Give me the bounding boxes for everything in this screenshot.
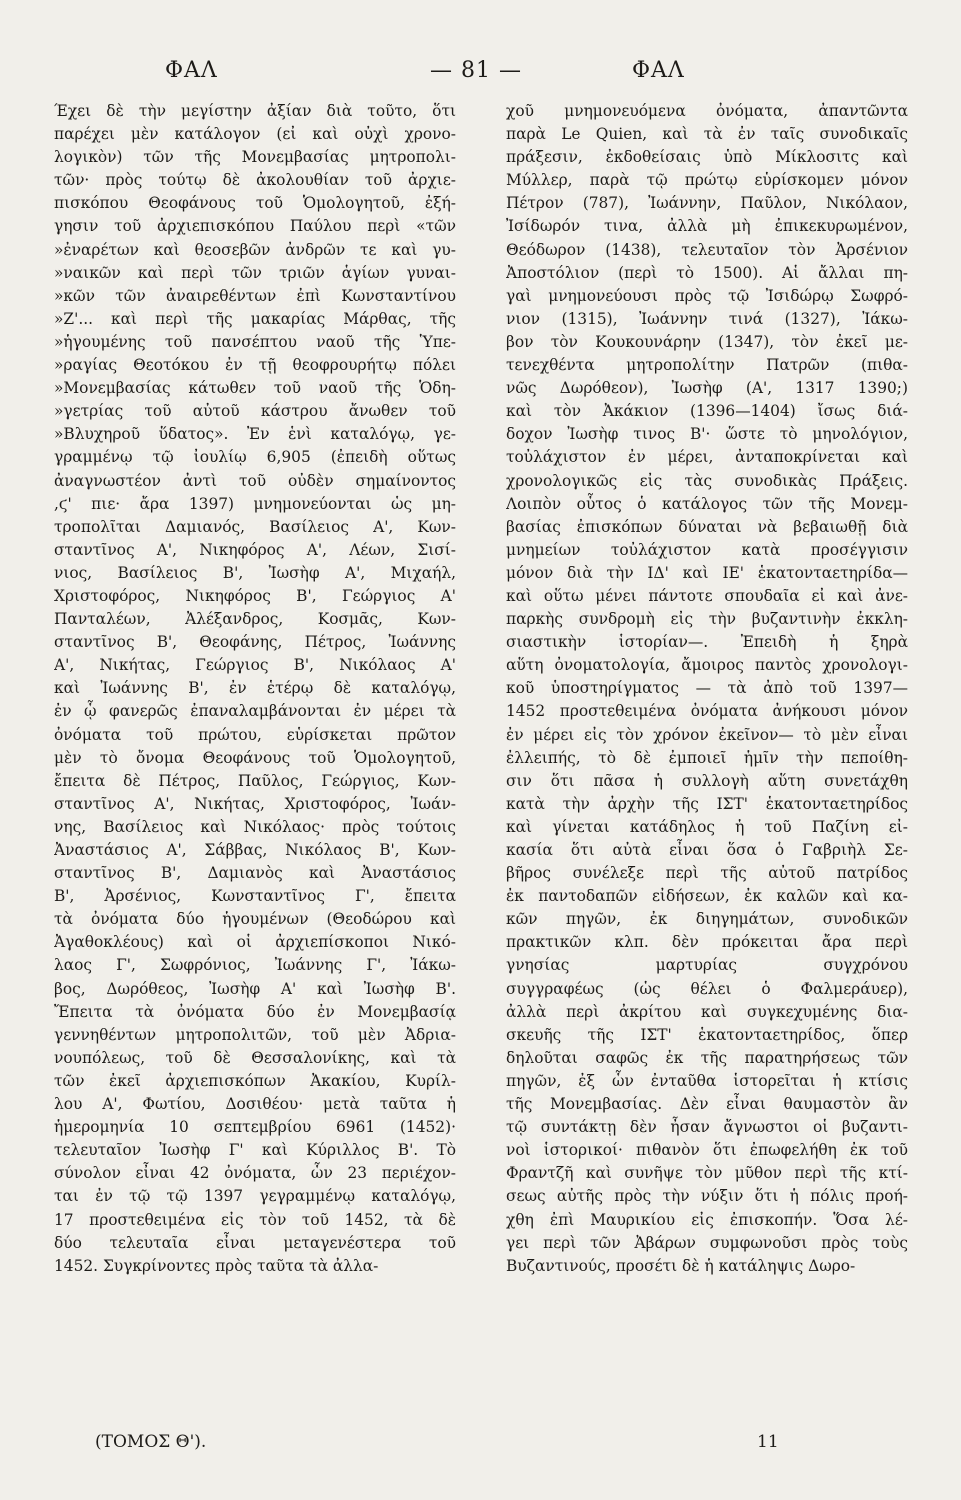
text-line: Έχει δὲ τὴν μεγίστην ἀξίαν διὰ τοῦτο, ὅτι <box>54 102 456 120</box>
text-line: σύνολον εἶναι 42 ὀνόματα, ὧν 23 περιέχον- <box>54 1164 456 1183</box>
text-line: σταντῖνος Β', Θεοφάνης, Πέτρος, Ἰωάννης <box>54 633 456 652</box>
text-line: τῆς Μονεμβασίας. Δὲν εἶναι θαυμαστὸν ἂν <box>506 1095 908 1114</box>
text-line: βασίας ἐπισκόπων δύναται νὰ βεβαιωθῇ διὰ <box>506 517 908 536</box>
text-line: τελευταῖον Ἰωσὴφ Γ' καὶ Κύριλλος Β'. Τὸ <box>54 1141 456 1160</box>
text-line: παρκὴς συνδρομὴ εἰς τὴν βυζαντινὴν ἐκκλη- <box>506 610 908 629</box>
text-line: γεννηθέντων μητροπολιτῶν, τοῦ μὲν Ἀδρια- <box>54 1025 456 1044</box>
text-line: 17 προστεθειμένα εἰς τὸν τοῦ 1452, τὰ δὲ <box>54 1210 456 1229</box>
text-line: βον τὸν Κουκουνάρην (1347), τὸν ἐκεῖ με- <box>506 332 908 351</box>
text-line: χρονολογικῶς εἰς τὰς συνοδικὰς Πράξεις. <box>506 471 908 490</box>
text-line: κασία ὅτι αὐτὰ εἶναι ὅσα ὁ Γαβριὴλ Σε- <box>506 841 908 859</box>
text-line: τοὐλάχιστον ἐν μέρει, ἀνταποκρίνεται καὶ <box>506 448 908 467</box>
text-line: »Μονεμβασίας κάτωθεν τοῦ ναοῦ τῆς Ὁδη- <box>54 379 456 398</box>
text-line: Ἔπειτα τὰ ὀνόματα δύο ἐν Μονεμβασίᾳ <box>54 1002 456 1021</box>
text-line: Φραντζῆ καὶ συνῆψε τὸν μῦθον περὶ τῆς κτί- <box>506 1164 908 1183</box>
text-line: καὶ Ἰωάννης Β', ἐν ἑτέρῳ δὲ καταλόγῳ, <box>54 679 456 698</box>
text-line: μόνον διὰ τὴν ΙΔ' καὶ ΙΕ' ἑκατονταετηρίδα— <box>506 563 908 582</box>
text-line: »Ζ'... καὶ περὶ τῆς μακαρίας Μάρθας, τῆς <box>54 309 456 328</box>
text-line: καὶ οὕτω μένει πάντοτε σπουδαῖα εἰ καὶ ἀνε- <box>506 586 908 605</box>
page-footer <box>0 1432 961 1462</box>
text-line: συγγραφέως (ὡς θέλει ὁ Φαλμεράυερ), <box>506 979 908 998</box>
text-line: »Βλυχηροῦ ὕδατος». Ἐν ἑνὶ καταλόγῳ, γε- <box>54 425 456 444</box>
text-line: »ἐναρέτων καὶ θεοσεβῶν ἀνδρῶν τε καὶ γυ- <box>54 240 456 259</box>
text-line: πρακτικῶν κλπ. δὲν πρόκειται ἄρα περὶ <box>506 933 908 952</box>
text-line: σταντῖνος Α', Νικηφόρος Α', Λέων, Σισί- <box>54 540 456 559</box>
text-line: δύο τελευταῖα εἶναι μεταγενέστερα τοῦ <box>54 1233 456 1252</box>
text-line: ἔπειτα δὲ Πέτρος, Παῦλος, Γεώργιος, Κων- <box>54 771 456 790</box>
text-line: »ἡγουμένης τοῦ πανσέπτου ναοῦ τῆς Ὑπε- <box>54 332 456 351</box>
text-line: σταντῖνος Β', Δαμιανὸς καὶ Ἀναστάσιος <box>54 864 456 883</box>
text-line: Ἀναστάσιος Α', Σάββας, Νικόλαος Β', Κων- <box>54 841 456 859</box>
text-line: πηγῶν, ἐξ ὧν ἐνταῦθα ἱστορεῖται ἡ κτίσις <box>506 1071 908 1090</box>
text-line: σιαστικὴν ἱστορίαν—. Ἐπειδὴ ἡ ξηρὰ <box>506 633 908 652</box>
text-line: »ναικῶν καὶ περὶ τῶν τριῶν ἁγίων γυναι- <box>54 263 456 282</box>
text-line: ὀνόματα τοῦ πρώτου, εὑρίσκεται πρῶτον <box>54 725 456 744</box>
text-line: »κῶν τῶν ἀναιρεθέντων ἐπὶ Κωνσταντίνου <box>54 286 456 305</box>
text-line: παρέχει μὲν κατάλογον (εἰ καὶ οὐχὶ χρονο- <box>54 125 456 144</box>
text-line: γαὶ μνημονεύουσι πρὸς τῷ Ἰσιδώρῳ Σωφρό- <box>506 286 908 305</box>
text-line: λογικὸν) τῶν τῆς Μονεμβασίας μητροπολι- <box>54 148 456 167</box>
text-line: τῶν· πρὸς τούτῳ δὲ ἀκολουθίαν τοῦ ἀρχιε- <box>54 171 456 190</box>
text-line: Ἀποστόλιον (περὶ τὸ 1500). Αἱ ἄλλαι πη- <box>506 263 908 282</box>
text-line: νιον (1315), Ἰωάννην τινά (1327), Ἰάκω- <box>506 309 908 328</box>
signature-mark: 11 <box>757 1432 779 1452</box>
text-line: νουπόλεως, τοῦ δὲ Θεσσαλονίκης, καὶ τὰ <box>54 1048 456 1067</box>
text-line: αὕτη ὀνοματολογία, ἄμοιρος παντὸς χρονολογι- <box>506 656 908 675</box>
text-line: λου Α', Φωτίου, Δοσιθέου· μετὰ ταῦτα ἡ <box>54 1095 456 1114</box>
text-line: ἡμερομηνία 10 σεπτεμβρίου 6961 (1452)· <box>54 1118 456 1137</box>
text-line: μνημείων τοὐλάχιστον κατὰ προσέγγισιν <box>506 540 908 559</box>
text-line: Β', Ἀρσένιος, Κωνσταντῖνος Γ', ἔπειτα <box>54 887 456 906</box>
right-column <box>506 100 908 1278</box>
text-line: βος, Δωρόθεος, Ἰωσὴφ Α' καὶ Ἰωσὴφ Β'. <box>54 979 456 998</box>
text-line: πισκόπου Θεοφάνους τοῦ Ὁμολογητοῦ, ἐξή- <box>54 194 456 213</box>
text-line: Θεόδωρον (1438), τελευταῖον τὸν Ἀρσένιον <box>506 240 908 259</box>
running-head <box>0 58 961 98</box>
text-line: τενεχθέντα μητροπολίτην Πατρῶν (πιθα- <box>506 356 908 375</box>
text-line: κοῦ ὑποστηρίγματος — τὰ ἀπὸ τοῦ 1397— <box>506 679 908 698</box>
text-line: παρὰ Le Quien, καὶ τὰ ἐν ταῖς συνοδικαῖς <box>506 125 908 144</box>
text-line: σεως αὐτῆς πρὸς τὴν νύξιν ὅτι ἡ πόλις προή- <box>506 1187 908 1206</box>
text-line: γραμμένῳ τῷ ἰουλίῳ 6,905 (ἐπειδὴ οὕτως <box>54 448 456 467</box>
text-line: τῷ συντάκτῃ δὲν ἦσαν ἄγνωστοι οἱ βυζαντι- <box>506 1118 908 1137</box>
text-line: γνησίας μαρτυρίας συγχρόνου <box>506 956 908 975</box>
text-line: Πέτρον (787), Ἰωάννην, Παῦλον, Νικόλαον, <box>506 194 908 213</box>
text-line: Μύλλερ, παρὰ τῷ πρώτῳ εὑρίσκομεν μόνον <box>506 171 908 190</box>
text-line: 1452 προστεθειμένα ὀνόματα ἀνήκουσι μόνον <box>506 702 908 721</box>
text-line: ἐκ παντοδαπῶν εἰδήσεων, ἐκ καλῶν καὶ κα- <box>506 887 908 906</box>
text-line: καὶ γίνεται κατάδηλος ἡ τοῦ Παζίνη εἰ- <box>506 817 908 836</box>
text-line: σιν ὅτι πᾶσα ἡ συλλογὴ αὕτη συνετάχθη <box>506 771 908 790</box>
text-line: »ραγίας Θεοτόκου ἐν τῇ θεοφρουρήτῳ πόλει <box>54 356 456 375</box>
text-line: Λοιπὸν οὗτος ὁ κατάλογος τῶν τῆς Μονεμ- <box>506 494 908 513</box>
running-head-right: ΦΑΛ <box>632 58 685 83</box>
text-line: χθη ἐπὶ Μαυρικίου εἰς ἐπισκοπήν. Ὅσα λέ- <box>506 1210 908 1229</box>
text-line: Πανταλέων, Ἀλέξανδρος, Κοσμᾶς, Κων- <box>54 610 456 629</box>
running-head-left: ΦΑΛ <box>165 58 218 83</box>
text-line: ἐν μέρει εἰς τὸν χρόνον ἐκεῖνον— τὸ μὲν εἶναι <box>506 725 908 744</box>
text-line: χοῦ μνημονευόμενα ὀνόματα, ἀπαντῶντα <box>506 102 908 120</box>
text-line: μὲν τὸ ὄνομα Θεοφάνους τοῦ Ὁμολογητοῦ, <box>54 748 456 767</box>
text-line: κατὰ τὴν ἀρχὴν τῆς ΙΣΤ' ἑκατονταετηρίδος <box>506 794 908 813</box>
text-line: νοὶ ἱστορικοί· πιθανὸν ὅτι ἐπωφελήθη ἐκ τοῦ <box>506 1141 908 1160</box>
text-line: ἐλλειπής, τὸ δὲ ἐμποιεῖ ἡμῖν τὴν πεποίθη- <box>506 748 908 767</box>
text-line: σταντῖνος Α', Νικήτας, Χριστοφόρος, Ἰωάν- <box>54 794 456 813</box>
text-line: ἐν ᾧ φανερῶς ἐπαναλαμβάνονται ἐν μέρει τὰ <box>54 702 456 721</box>
text-line: κῶν πηγῶν, ἐκ διηγημάτων, συνοδικῶν <box>506 910 908 929</box>
text-line: 1452. Συγκρίνοντες πρὸς ταῦτα τὰ ἀλλα- <box>54 1256 379 1275</box>
text-line: γει περὶ τῶν Ἀβάρων συμφωνοῦσι πρὸς τοὺς <box>506 1233 908 1252</box>
text-line: τὰ ὀνόματα δύο ἡγουμένων (Θεοδώρου καὶ <box>54 910 456 929</box>
text-line: νιος, Βασίλειος Β', Ἰωσὴφ Α', Μιχαήλ, <box>54 563 456 582</box>
text-line: τροπολῖται Δαμιανός, Βασίλειος Α', Κων- <box>54 517 456 536</box>
text-line: ται ἐν τῷ τῷ 1397 γεγραμμένῳ καταλόγῳ, <box>54 1187 456 1206</box>
text-line: τῶν ἐκεῖ ἀρχιεπισκόπων Ἀκακίου, Κυρίλ- <box>54 1071 456 1090</box>
text-line: Βυζαντινούς, προσέτι δὲ ἡ κατάληψις Δωρο- <box>506 1256 856 1275</box>
text-line: Ἰσίδωρόν τινα, ἀλλὰ μὴ ἐπικεκυρωμένον, <box>506 217 908 236</box>
text-line: γησιν τοῦ ἀρχιεπισκόπου Παύλου περὶ «τῶν <box>54 217 456 236</box>
text-line: ἀναγνωστέον ἀντὶ τοῦ οὐδὲν σημαίνοντος <box>54 471 456 490</box>
volume-label: (ΤΟΜΟΣ Θ'). <box>95 1432 207 1452</box>
text-line: σκευῆς τῆς ΙΣΤ' ἑκατονταετηρίδος, ὅπερ <box>506 1025 908 1044</box>
left-column <box>54 100 456 1278</box>
text-line: λαος Γ', Σωφρόνιος, Ἰωάννης Γ', Ἰάκω- <box>54 956 456 975</box>
text-line: νῶς Δωρόθεον), Ἰωσὴφ (Α', 1317 1390;) <box>506 379 908 398</box>
page-number: — 81 — <box>430 58 522 83</box>
text-line: βῆρος συνέλεξε περὶ τῆς αὐτοῦ πατρίδος <box>506 864 908 883</box>
text-line: ἀλλὰ περὶ ἀκρίτου καὶ συγκεχυμένης δια- <box>506 1002 908 1021</box>
text-line: ,ϛ' πιε· ἄρα 1397) μνημονεύονται ὡς μη- <box>54 494 456 513</box>
text-line: νης, Βασίλειος καὶ Νικόλαος· πρὸς τούτοις <box>54 817 456 836</box>
text-line: Α', Νικήτας, Γεώργιος Β', Νικόλαος Α' <box>54 656 456 675</box>
text-line: Ἀγαθοκλέους) καὶ οἱ ἀρχιεπίσκοποι Νικό- <box>54 933 456 952</box>
text-line: δοχον Ἰωσὴφ τινος Β'· ὥστε τὸ μηνολόγιον, <box>506 425 908 444</box>
text-line: Χριστοφόρος, Νικηφόρος Β', Γεώργιος Α' <box>54 586 456 605</box>
text-line: δηλοῦται σαφῶς ἐκ τῆς παρατηρήσεως τῶν <box>506 1048 908 1067</box>
text-line: καὶ τὸν Ἀκάκιον (1396—1404) ἴσως διά- <box>506 402 908 421</box>
text-line: πράξεσιν, ἐκδοθείσαις ὑπὸ Μίκλοσιτς καὶ <box>506 148 908 167</box>
text-line: »γετρίας τοῦ αὐτοῦ κάστρου ἄνωθεν τοῦ <box>54 402 456 421</box>
